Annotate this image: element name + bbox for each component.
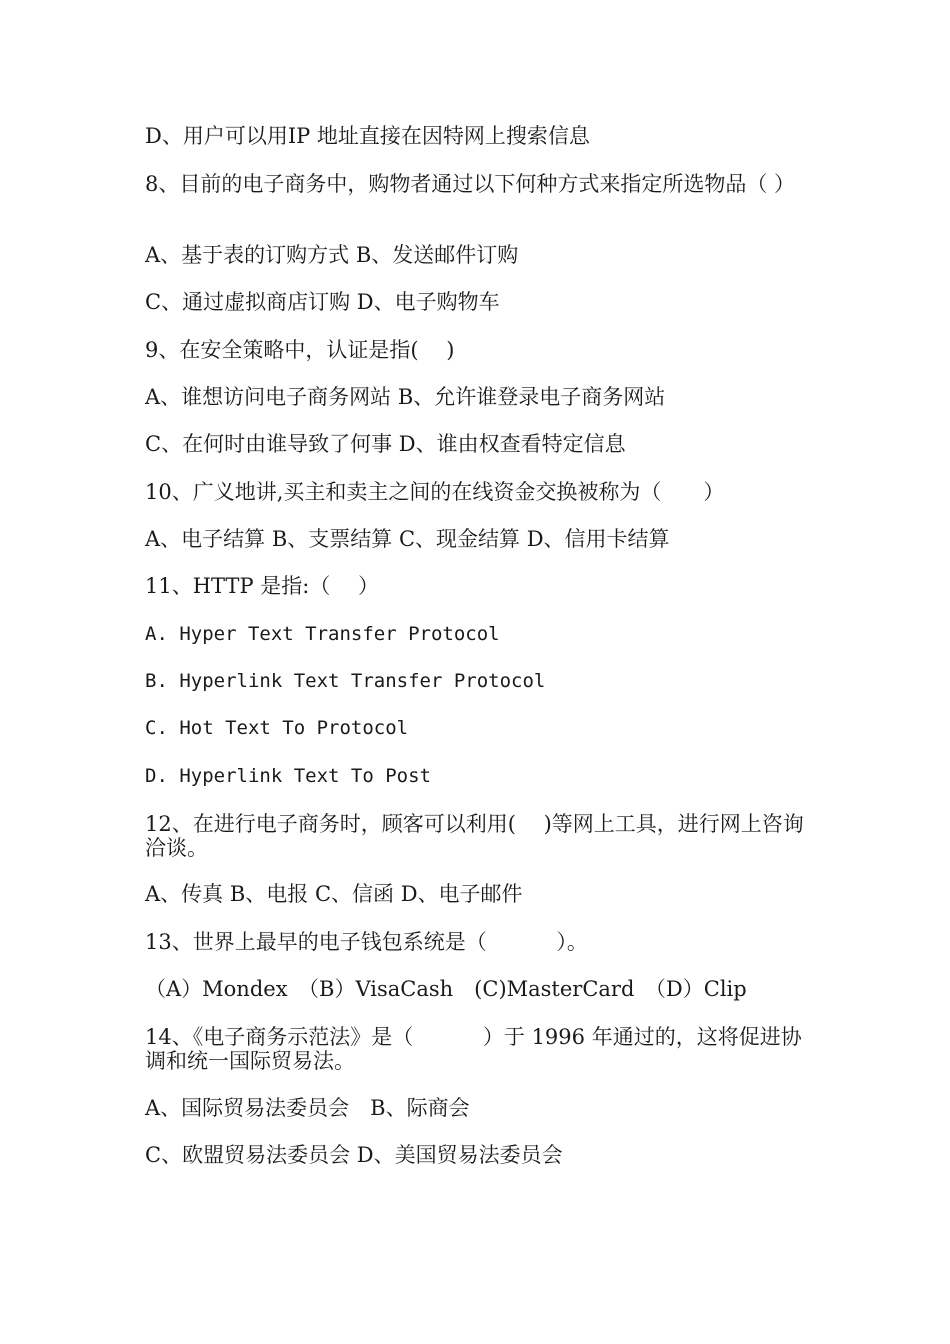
answer-option-d-q11: D. Hyperlink Text To Post: [145, 765, 431, 787]
answer-options-q10: A、电子结算 B、支票结算 C、现金结算 D、信用卡结算: [145, 527, 670, 551]
answer-option-c-q11: C. Hot Text To Protocol: [145, 717, 409, 739]
question-13: 13、世界上最早的电子钱包系统是（ ）。: [145, 930, 588, 954]
answer-options-q8-ab: A、基于表的订购方式 B、发送邮件订购: [145, 243, 519, 267]
answer-option-d-q7: D、用户可以用IP 地址直接在因特网上搜索信息: [145, 124, 590, 148]
question-11: 11、HTTP 是指:（ ）: [145, 574, 379, 598]
answer-options-q9-cd: C、在何时由谁导致了何事 D、谁由权查看特定信息: [145, 432, 626, 456]
answer-options-q9-ab: A、谁想访问电子商务网站 B、允许谁登录电子商务网站: [145, 385, 666, 409]
answer-options-q8-cd: C、通过虚拟商店订购 D、电子购物车: [145, 290, 500, 314]
answer-options-q12: A、传真 B、电报 C、信函 D、电子邮件: [145, 882, 523, 906]
question-9: 9、在安全策略中，认证是指( ): [145, 338, 455, 362]
question-14: 14、《电子商务示范法》是（ ）于 1996 年通过的，这将促进协调和统一国际贸易法。: [145, 1025, 802, 1073]
answer-options-q14-cd: C、欧盟贸易法委员会 D、美国贸易法委员会: [145, 1143, 563, 1167]
question-8: 8、目前的电子商务中，购物者通过以下何种方式来指定所选物品（ ）: [145, 172, 796, 196]
question-12: 12、在进行电子商务时，顾客可以利用( )等网上工具，进行网上咨询洽谈。: [145, 812, 804, 860]
answer-options-q14-ab: A、国际贸易法委员会 B、际商会: [145, 1096, 470, 1120]
answer-option-b-q11: B. Hyperlink Text Transfer Protocol: [145, 670, 546, 692]
answer-options-q13: （A）Mondex （B）VisaCash (C)MasterCard （D）Clip: [145, 977, 747, 1001]
question-10: 10、广义地讲,买主和卖主之间的在线资金交换被称为（ ）: [145, 480, 725, 504]
answer-option-a-q11: A. Hyper Text Transfer Protocol: [145, 623, 500, 645]
